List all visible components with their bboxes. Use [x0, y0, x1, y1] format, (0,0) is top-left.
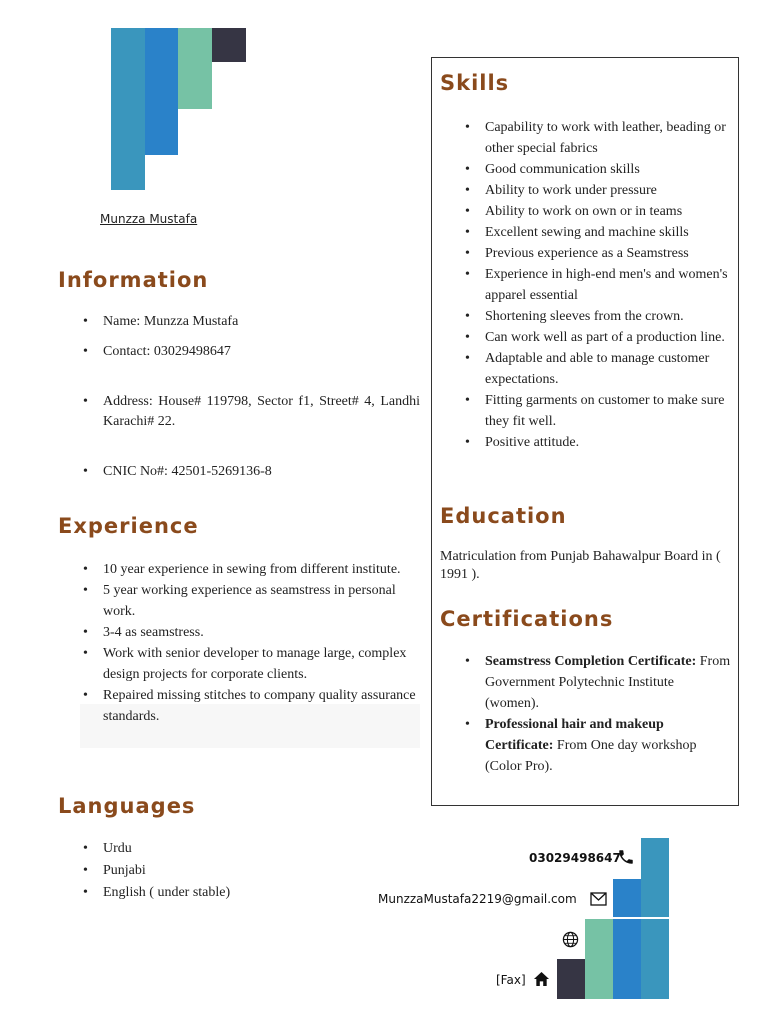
header-bar-mint — [178, 28, 212, 109]
languages-heading: Languages — [58, 794, 196, 818]
education-heading: Education — [440, 504, 567, 528]
language-item: • Punjabi — [79, 860, 379, 882]
candidate-name: Munzza Mustafa — [100, 212, 198, 226]
header-bar-dark — [212, 28, 246, 62]
information-heading: Information — [58, 268, 209, 292]
certification-item — [461, 714, 731, 777]
globe-icon — [562, 931, 579, 953]
languages-list — [79, 838, 379, 904]
certification-detail: From Government Polytechnic Institute (women). — [485, 654, 731, 711]
home-icon — [533, 971, 550, 992]
experience-heading: Experience — [58, 514, 199, 538]
exp-item: • Repaired missing stitches to company quality assurance standards. — [79, 685, 419, 727]
footer-bar-dark — [557, 959, 585, 999]
certification-title: Seamstress Completion Certificate: — [485, 654, 697, 669]
skill-item: • Experience in high-end men's and women's apparel essential — [461, 264, 731, 306]
skill-item: • Ability to work under pressure — [461, 180, 731, 201]
info-address: • Address: House# 119798, Sector f1, Street# 4, Landhi Karachi# 22. — [79, 392, 420, 432]
info-name: • Name: Munzza Mustafa — [79, 312, 420, 332]
language-item: • English ( under stable) — [79, 882, 379, 904]
skill-item: • Ability to work on own or in teams — [461, 201, 731, 222]
footer-bar-mint — [585, 919, 613, 999]
skill-item: • Can work well as part of a production line. — [461, 327, 731, 348]
certification-detail: From One day workshop (Color Pro). — [485, 738, 697, 774]
exp-item: • 3-4 as seamstress. — [79, 622, 419, 643]
envelope-icon — [590, 892, 607, 911]
skills-heading: Skills — [440, 71, 510, 95]
experience-list — [79, 559, 419, 727]
contact-fax: [Fax] — [496, 973, 526, 987]
certifications-list — [461, 651, 731, 777]
exp-item: • 5 year working experience as seamstress in personal work. — [79, 580, 419, 622]
skills-list — [461, 117, 731, 453]
info-cnic: • CNIC No#: 42501-5269136-8 — [79, 462, 420, 482]
skill-item: • Fitting garments on customer to make sure they fit well. — [461, 390, 731, 432]
phone-icon — [617, 848, 635, 871]
skill-item: • Positive attitude. — [461, 432, 731, 453]
contact-phone[interactable]: 03029498647 — [529, 851, 621, 865]
skill-item: • Capability to work with leather, beading or other special fabrics — [461, 117, 731, 159]
certification-item — [461, 651, 731, 714]
exp-item: • Work with senior developer to manage large, complex design projects for corporate clients. — [79, 643, 419, 685]
skill-item: • Shortening sleeves from the crown. — [461, 306, 731, 327]
header-bar-blue — [145, 28, 178, 155]
header-bar-teal — [111, 28, 145, 190]
footer-divider — [613, 917, 669, 919]
information-list — [79, 312, 420, 482]
skill-item: • Excellent sewing and machine skills — [461, 222, 731, 243]
info-contact: • Contact: 03029498647 — [79, 342, 420, 362]
footer-bar-blue — [613, 879, 641, 999]
certifications-heading: Certifications — [440, 607, 614, 631]
contact-email[interactable]: MunzzaMustafa2219@gmail.com — [378, 892, 577, 906]
certification-title: Professional hair and makeup Certificate: — [485, 717, 664, 753]
skill-item: • Adaptable and able to manage customer expectations. — [461, 348, 731, 390]
exp-item: • 10 year experience in sewing from different institute. — [79, 559, 419, 580]
skill-item: • Good communication skills — [461, 159, 731, 180]
education-text: Matriculation from Punjab Bahawalpur Board in ( 1991 ). — [440, 549, 721, 582]
language-item: • Urdu — [79, 838, 379, 860]
skill-item: • Previous experience as a Seamstress — [461, 243, 731, 264]
